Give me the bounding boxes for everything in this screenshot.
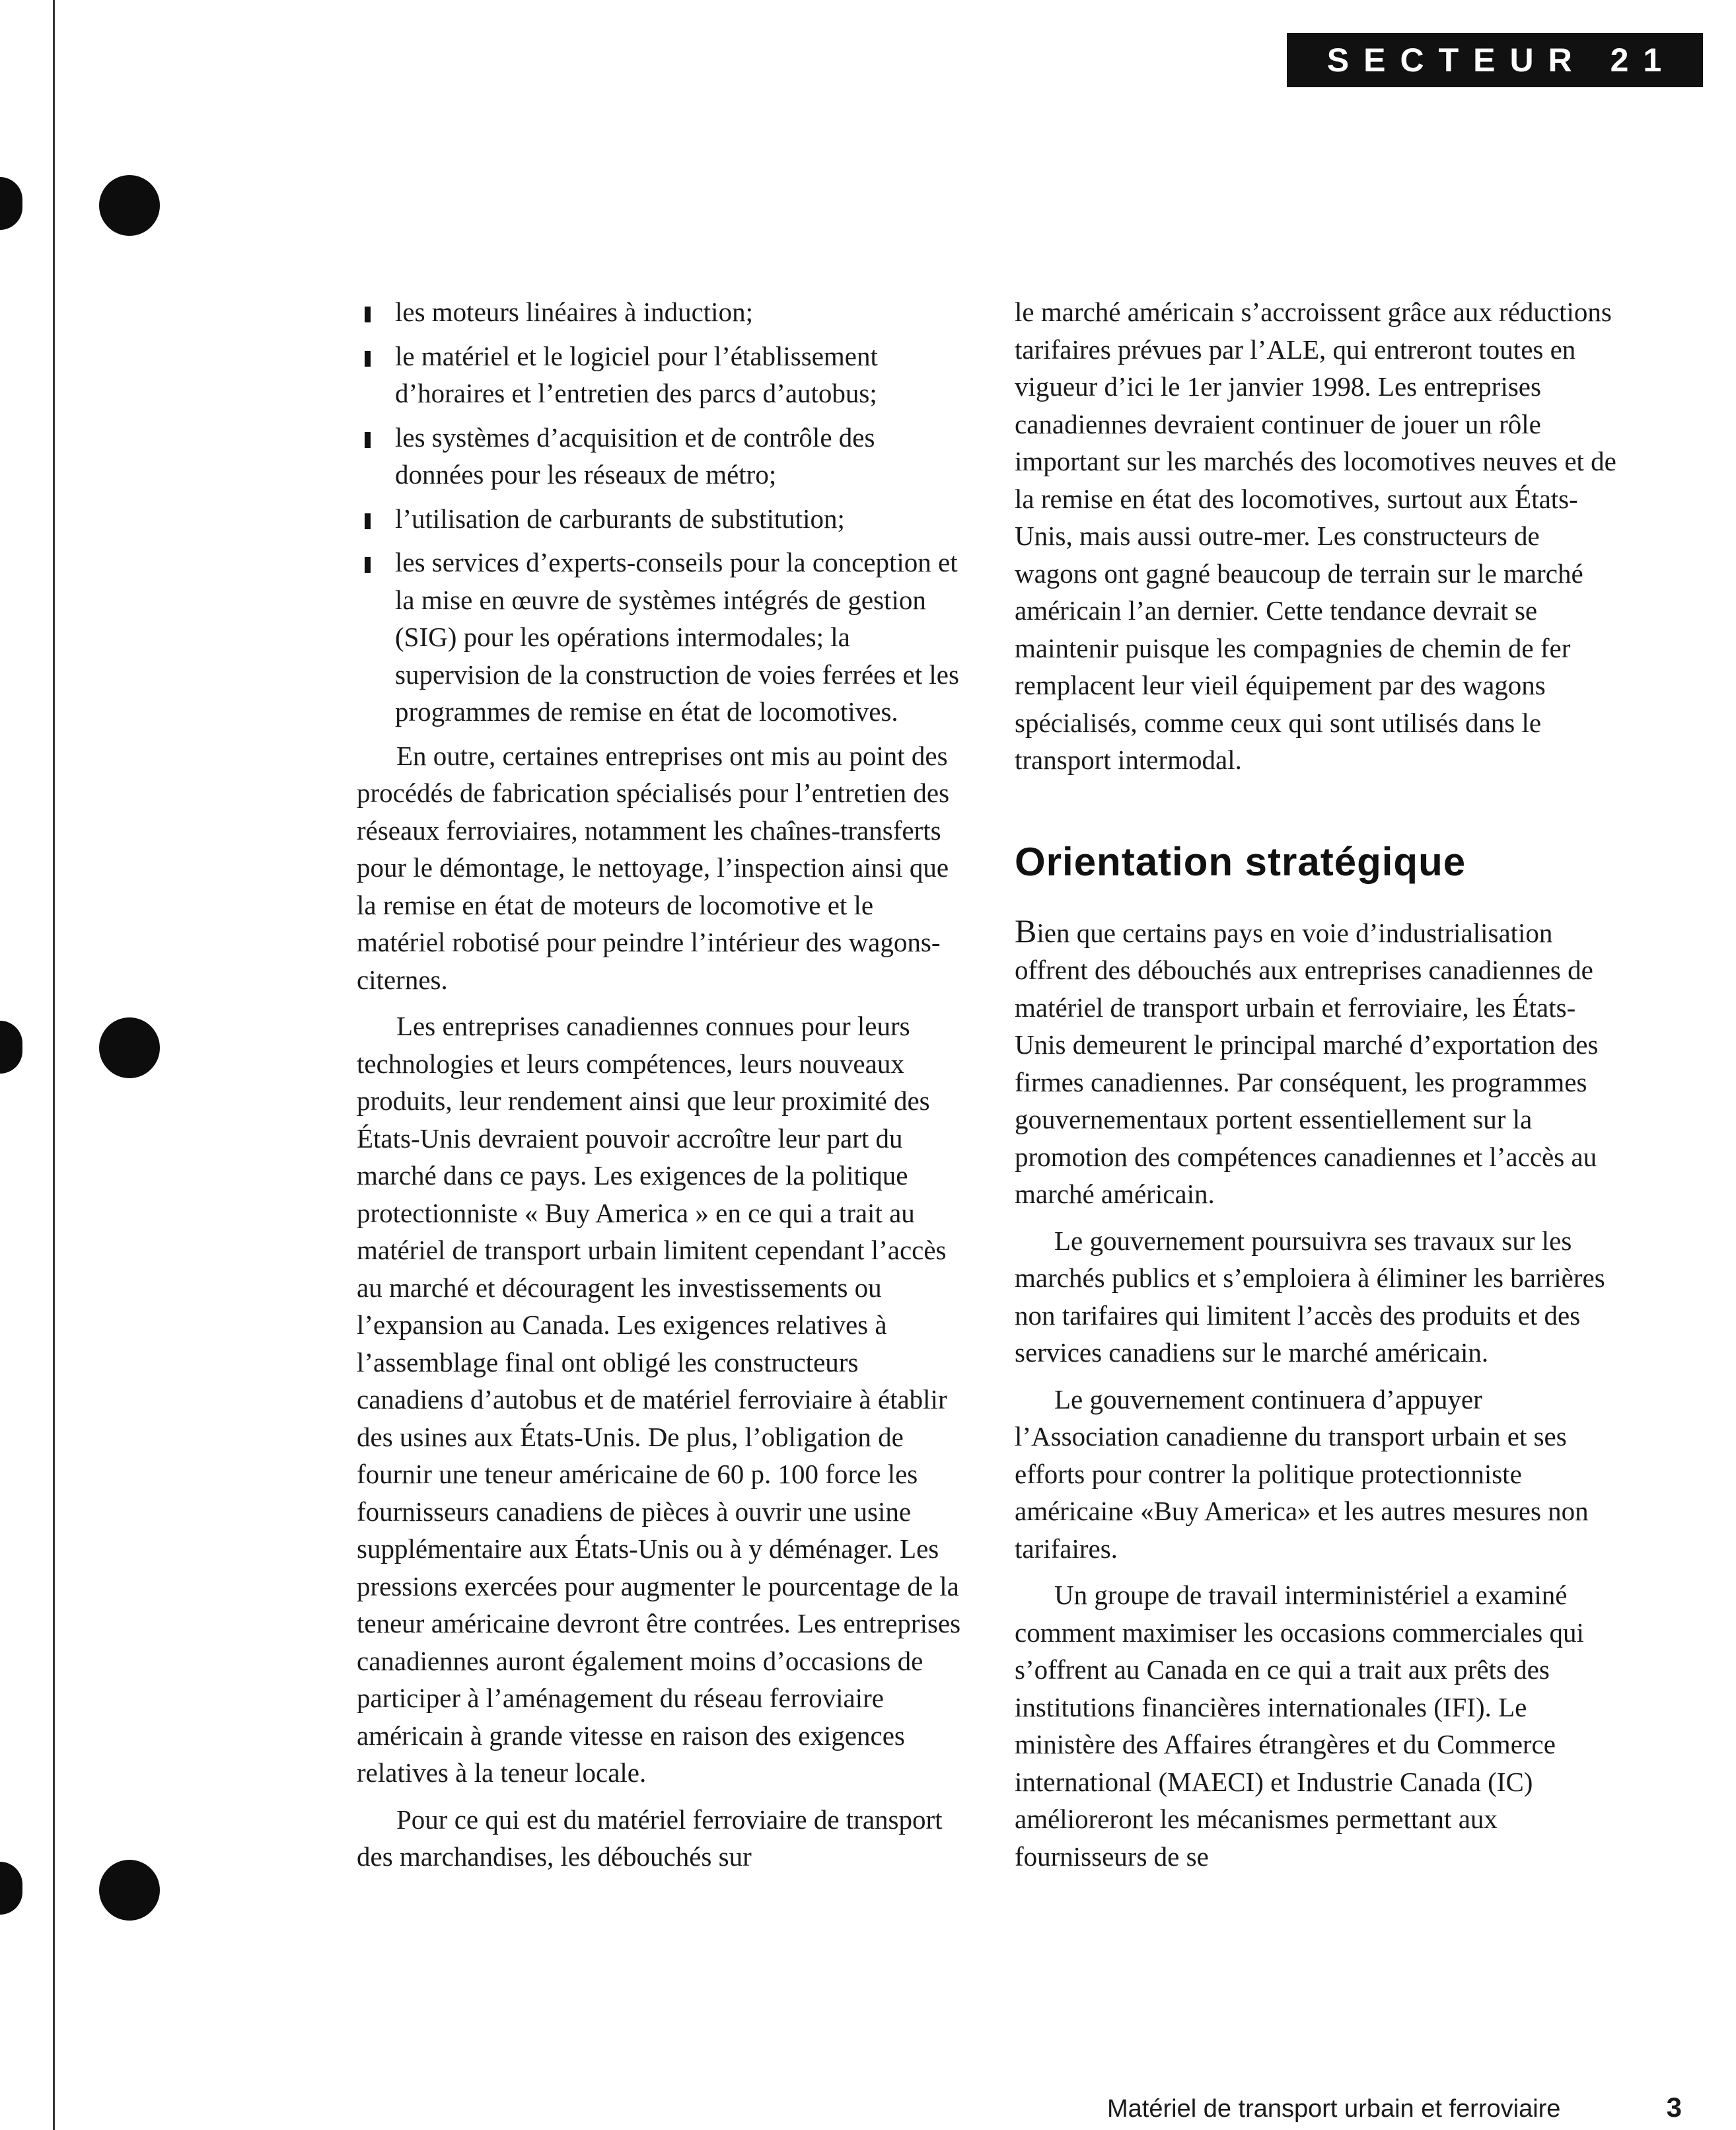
edge-hole-icon (0, 1862, 22, 1915)
body-paragraph: En outre, certaines entreprises ont mis au point des procédés de fabrication spécialisés pour l’entretien des réseaux ferroviaires, notamment les chaînes-transferts pour le démontage, le nettoyage, l’inspection ainsi que la remise en état de moteurs de locomotive et le matériel robotisé pour peindre l’intérieur des wagons-citernes. (357, 740, 950, 995)
list-item: les services d’experts-conseils pour la conception et la mise en œuvre de systèmes intégrés de gestion (SIG) pour les opérations intermodales; la supervision de la construction de voies ferrées et les programmes de remise en état de locomotives. (357, 544, 964, 731)
list-item: le matériel et le logiciel pour l’établissement d’horaires et l’entretien des parcs d’autobus; (357, 338, 964, 412)
bullet-icon (365, 351, 371, 367)
body-paragraph: Le gouvernement poursuivra ses travaux sur les marchés publics et s’emploiera à éliminer les barrières non tarifaires qui limitent l’accès des produits et des services canadiens sur le marché américain. (1015, 1225, 1605, 1368)
body-paragraph: Les entreprises canadiennes connues pour leurs technologies et leurs compétences, leurs nouveaux produits, leur rendement ainsi que leur proximité des États-Unis devraient pouvoir accroître leur part du marché dans ce pays. Les exigences de la politique protectionniste « Buy America » en ce qui a trait au matériel de transport urbain limitent cependant l’accès au marché et découragent les investissements ou l’expansion au Canada. Les exigences relatives à l’assemblage final ont obligé les constructeurs canadiens d’autobus et de matériel ferroviaire à établir des usines aux États-Unis. De plus, l’obligation de fournir une teneur américaine de 60 p. 100 force les fournisseurs canadiens de pièces à ouvrir une usine supplémentaire aux États-Unis ou à y déménager. Les pressions exercées pour augmenter le pourcentage de la teneur américaine devront être contrées. Les entreprises canadiennes auront également moins d’occasions de participer à l’aménagement du réseau ferroviaire américain à grande vitesse en raison des exigences relatives à la teneur locale. (357, 1011, 961, 1788)
list-item: l’utilisation de carburants de substitution; (357, 500, 964, 538)
punch-hole-icon (99, 1017, 160, 1078)
bullet-icon (365, 513, 371, 529)
punch-hole-icon (99, 175, 160, 236)
bullet-icon (365, 557, 371, 573)
body-paragraph: Un groupe de travail interministériel a examiné comment maximiser les occasions commerciales qui s’offrent au Canada en ce qui a trait aux prêts des institutions financières internationales (IFI). Le ministère des Affaires étrangères et du Commerce international (MAECI) et Industrie Canada (IC) amélioreront les mécanismes permettant aux fournisseurs de se (1015, 1580, 1584, 1872)
footer-title: Matériel de transport urbain et ferroviaire (1107, 2095, 1561, 2123)
punch-hole-icon (99, 1860, 160, 1921)
list-item: les systèmes d’acquisition et de contrôle des données pour les réseaux de métro; (357, 419, 964, 494)
right-column (1015, 293, 1622, 1884)
bullet-icon (365, 432, 371, 448)
body-paragraph: Bien que certains pays en voie d’industrialisation offrent des débouchés aux entreprises canadiennes de matériel de transport urbain et ferroviaire, les États-Unis demeurent le principal marché d’exportation des firmes canadiennes. Par conséquent, les programmes gouvernementaux portent essentiellement sur la promotion des compétences canadiennes et l’accès au marché américain. (1015, 912, 1599, 1209)
list-item: les moteurs linéaires à induction; (357, 293, 964, 331)
page-number: 3 (1666, 2092, 1682, 2123)
page-footer (1107, 2092, 1682, 2123)
body-paragraph: Le gouvernement continuera d’appuyer l’Association canadienne du transport urbain et ses efforts pour contrer la politique protectionniste américaine «Buy America» et les autres mesures non tarifaires. (1015, 1383, 1589, 1564)
continued-paragraph: le marché américain s’accroissent grâce aux réductions tarifaires prévues par l’ALE, qui entreront toutes en vigueur d’ici le 1er janvier 1998. Les entreprises canadiennes devraient continuer de jouer un rôle important sur les marchés des locomotives neuves et de la remise en état des locomotives, surtout aux États-Unis, mais aussi outre-mer. Les constructeurs de wagons ont gagné beaucoup de terrain sur le marché américain l’an dernier. Cette tendance devrait se maintenir puisque les compagnies de chemin de fer remplacent leur vieil équipement par des wagons spécialisés, comme ceux qui sont utilisés dans le transport intermodal. (1015, 297, 1616, 775)
section-heading: Orientation stratégique (1015, 839, 1466, 884)
left-column (357, 293, 964, 1885)
edge-hole-icon (0, 1021, 22, 1074)
edge-hole-icon (0, 177, 22, 230)
bullet-list (357, 293, 964, 731)
body-paragraph: Pour ce qui est du matériel ferroviaire de transport des marchandises, les débouchés sur (357, 1804, 943, 1872)
bullet-icon (365, 307, 371, 322)
section-badge: SECTEUR 21 (1287, 33, 1703, 87)
margin-rule (53, 0, 55, 2130)
